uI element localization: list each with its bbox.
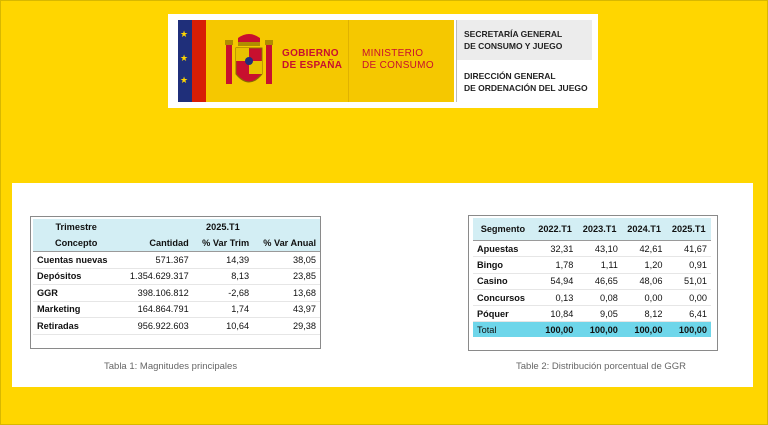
- table2-value: 43,10: [577, 241, 622, 257]
- table1-var-anual: 43,97: [253, 301, 320, 318]
- table2-value: 46,65: [577, 273, 622, 289]
- table1-var-trim: 14,39: [193, 252, 253, 269]
- coat-of-arms-icon: [224, 30, 274, 96]
- table1-concepto-label: Concepto: [33, 234, 119, 252]
- table1-header-row1: [33, 219, 320, 234]
- table2-caption: Table 2: Distribución porcentual de GGR: [516, 361, 687, 372]
- table2-col-period: 2022.T1: [533, 218, 578, 241]
- table1-header-row2: [33, 234, 320, 252]
- table-row: [33, 252, 320, 269]
- table2-total-label: Total: [473, 322, 533, 338]
- secretaria-line1: SECRETARÍA GENERAL: [464, 29, 563, 39]
- table2-total-value: 100,00: [533, 322, 578, 338]
- gobierno-line1: GOBIERNO: [282, 48, 339, 59]
- table1-concepto: Cuentas nuevas: [33, 252, 119, 269]
- table1-var-anual: 23,85: [253, 268, 320, 285]
- gobierno-label: [282, 48, 342, 72]
- table2-frame: [468, 215, 718, 351]
- table-row: [33, 268, 320, 285]
- table2-value: 41,67: [666, 241, 711, 257]
- table1-concepto: Retiradas: [33, 318, 119, 335]
- spain-flag-stripe: [192, 20, 206, 102]
- table1-cantidad: 571.367: [119, 252, 192, 269]
- table2-value: 32,31: [533, 241, 578, 257]
- star-icon: ★: [180, 75, 189, 85]
- ministerio-label: [362, 48, 434, 72]
- table2-segmento: Bingo: [473, 257, 533, 273]
- table-row: [473, 241, 711, 257]
- table1-caption: Tabla 1: Magnitudes principales: [104, 361, 238, 372]
- ministerio-line2: DE CONSUMO: [362, 60, 434, 71]
- table2-value: 8,12: [622, 306, 667, 322]
- direccion-line2: DE ORDENACIÓN DEL JUEGO: [464, 83, 588, 93]
- table1-var-trim: 8,13: [193, 268, 253, 285]
- table2-total-value: 100,00: [666, 322, 711, 338]
- table2-segmento: Póquer: [473, 306, 533, 322]
- table-row: [473, 273, 711, 289]
- table2-value: 6,41: [666, 306, 711, 322]
- table1-var-trim: -2,68: [193, 285, 253, 302]
- table1: [33, 219, 320, 335]
- table-row: [33, 285, 320, 302]
- table1-cantidad: 398.106.812: [119, 285, 192, 302]
- table1-cantidad: 956.922.603: [119, 318, 192, 335]
- table2-value: 51,01: [666, 273, 711, 289]
- table1-cantidad: 1.354.629.317: [119, 268, 192, 285]
- table1-concepto: Marketing: [33, 301, 119, 318]
- table2-value: 10,84: [533, 306, 578, 322]
- table2-total-value: 100,00: [622, 322, 667, 338]
- table2-total-row: [473, 322, 711, 338]
- table2-value: 42,61: [622, 241, 667, 257]
- table2-value: 1,11: [577, 257, 622, 273]
- banner-divider: [348, 20, 349, 102]
- table2-col-period: 2024.T1: [622, 218, 667, 241]
- secretaria-divider: [456, 20, 457, 102]
- table2-value: 1,78: [533, 257, 578, 273]
- table1-var-trim: 10,64: [193, 318, 253, 335]
- star-icon: ★: [180, 29, 189, 39]
- secretaria-label: [464, 28, 562, 52]
- ministerio-line1: MINISTERIO: [362, 48, 424, 59]
- table2-total-value: 100,00: [577, 322, 622, 338]
- table2-value: 0,00: [666, 289, 711, 305]
- table1-col-cantidad: Cantidad: [119, 234, 192, 252]
- table2-value: 0,08: [577, 289, 622, 305]
- table1-var-anual: 38,05: [253, 252, 320, 269]
- table1-var-trim: 1,74: [193, 301, 253, 318]
- table-row: [473, 257, 711, 273]
- table-row: [473, 289, 711, 305]
- table2-col-period: 2025.T1: [666, 218, 711, 241]
- header-banner: [168, 14, 598, 108]
- star-icon: ★: [180, 53, 189, 63]
- table1-concepto: Depósitos: [33, 268, 119, 285]
- table1-trimestre-label: Trimestre: [33, 219, 119, 234]
- table1-concepto: GGR: [33, 285, 119, 302]
- table1-col-var-anual: % Var Anual: [253, 234, 320, 252]
- direccion-line1: DIRECCIÓN GENERAL: [464, 71, 556, 81]
- table2-header-row: [473, 218, 711, 241]
- table1-frame: [30, 216, 321, 349]
- table2-segmento: Casino: [473, 273, 533, 289]
- table2-value: 9,05: [577, 306, 622, 322]
- table2-segmento: Apuestas: [473, 241, 533, 257]
- gobierno-line2: DE ESPAÑA: [282, 60, 343, 71]
- table2-segmento: Concursos: [473, 289, 533, 305]
- table1-col-var-trim: % Var Trim: [193, 234, 253, 252]
- table2-value: 0,91: [666, 257, 711, 273]
- table1-var-anual: 13,68: [253, 285, 320, 302]
- table2-col-period: 2023.T1: [577, 218, 622, 241]
- secretaria-line2: DE CONSUMO Y JUEGO: [464, 41, 563, 51]
- table1-cantidad: 164.864.791: [119, 301, 192, 318]
- table2-col-segmento: Segmento: [473, 218, 533, 241]
- direccion-label: [464, 70, 588, 94]
- table1-var-anual: 29,38: [253, 318, 320, 335]
- table2-value: 54,94: [533, 273, 578, 289]
- table2-value: 48,06: [622, 273, 667, 289]
- table2: [473, 218, 711, 337]
- table2-value: 0,13: [533, 289, 578, 305]
- table2-value: 0,00: [622, 289, 667, 305]
- table2-value: 1,20: [622, 257, 667, 273]
- table-row: [33, 301, 320, 318]
- table-row: [473, 306, 711, 322]
- table1-period-label: 2025.T1: [193, 219, 253, 234]
- table-row: [33, 318, 320, 335]
